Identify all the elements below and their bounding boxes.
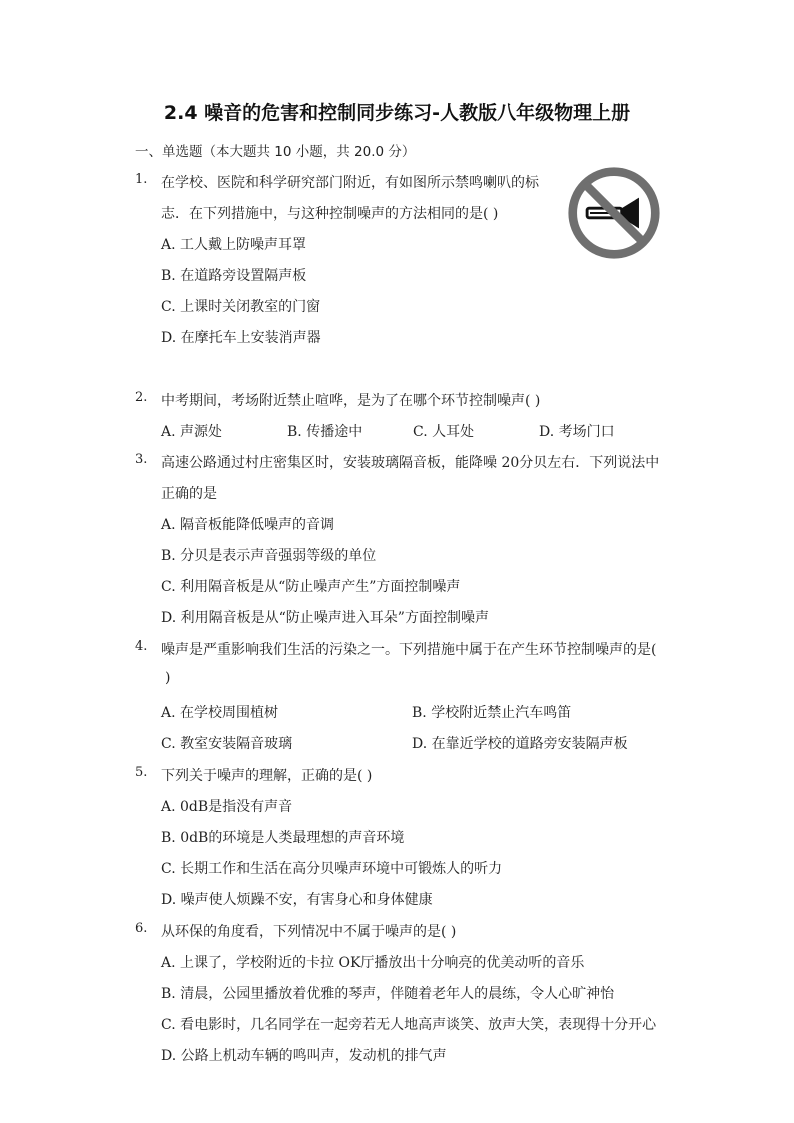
option-c: C. 人耳处	[413, 424, 475, 440]
option-b: B. 清晨，公园里播放着优雅的琴声，伴随着老年人的晨练，令人心旷神怡	[161, 986, 615, 1002]
option-c: C. 教室安装隔音玻璃	[161, 736, 293, 752]
question-number: 5.	[135, 765, 148, 780]
option-c: C. 看电影时，几名同学在一起旁若无人地高声谈笑、放声大笑，表现得十分开心	[161, 1017, 657, 1033]
no-horn-sign-icon	[566, 165, 662, 261]
option-a: A. 在学校周围植树	[161, 705, 279, 721]
question-stem-line: 中考期间，考场附近禁止喧哗，是为了在哪个环节控制噪声( )	[161, 393, 541, 409]
option-d: D. 考场门口	[539, 424, 615, 440]
question-number: 6.	[135, 921, 148, 936]
option-d: D. 在摩托车上安装消声器	[161, 330, 321, 346]
option-b: B. 传播途中	[287, 424, 363, 440]
option-a: A. 工人戴上防噪声耳罩	[161, 237, 307, 253]
option-b: B. 在道路旁设置隔声板	[161, 268, 307, 284]
question-number: 2.	[135, 390, 148, 405]
question-stem-line: 志．在下列措施中，与这种控制噪声的方法相同的是( )	[161, 206, 499, 222]
question-stem-line: 从环保的角度看，下列情况中不属于噪声的是( )	[161, 924, 457, 940]
question-stem-line: 下列关于噪声的理解，正确的是( )	[161, 768, 373, 784]
question-stem-line: 噪声是严重影响我们生活的污染之一。下列措施中属于在产生环节控制噪声的是(	[161, 642, 657, 658]
option-a: A. 0dB是指没有声音	[161, 799, 293, 815]
option-c: C. 利用隔音板是从“防止噪声产生”方面控制噪声	[161, 579, 461, 595]
option-c: C. 长期工作和生活在高分贝噪声环境中可锻炼人的听力	[161, 861, 503, 877]
page-title: 2.4 噪音的危害和控制同步练习-人教版八年级物理上册	[163, 102, 631, 124]
question-number: 4.	[135, 639, 148, 654]
section-heading: 一、单选题（本大题共 10 小题，共 20.0 分）	[135, 144, 416, 160]
option-c: C. 上课时关闭教室的门窗	[161, 299, 321, 315]
option-b: B. 学校附近禁止汽车鸣笛	[412, 705, 572, 721]
option-a: A. 隔音板能降低噪声的音调	[161, 517, 335, 533]
option-d: D. 公路上机动车辆的鸣叫声，发动机的排气声	[161, 1048, 447, 1064]
question-stem-line: 正确的是	[161, 486, 217, 502]
option-d: D. 噪声使人烦躁不安，有害身心和身体健康	[161, 892, 433, 908]
option-d: D. 在靠近学校的道路旁安装隔声板	[412, 736, 628, 752]
option-b: B. 0dB的环境是人类最理想的声音环境	[161, 830, 405, 846]
question-stem-line: 在学校、医院和科学研究部门附近，有如图所示禁鸣喇叭的标	[161, 175, 539, 191]
question-stem-line: )	[165, 670, 171, 686]
option-a: A. 上课了，学校附近的卡拉 OK厅播放出十分响亮的优美动听的音乐	[161, 955, 585, 971]
option-d: D. 利用隔音板是从“防止噪声进入耳朵”方面控制噪声	[161, 610, 489, 626]
question-number: 1.	[135, 172, 148, 187]
option-a: A. 声源处	[161, 424, 223, 440]
question-stem-line: 高速公路通过村庄密集区时，安装玻璃隔音板，能降噪 20分贝左右．下列说法中	[161, 455, 660, 471]
option-b: B. 分贝是表示声音强弱等级的单位	[161, 548, 377, 564]
question-number: 3.	[135, 452, 148, 467]
